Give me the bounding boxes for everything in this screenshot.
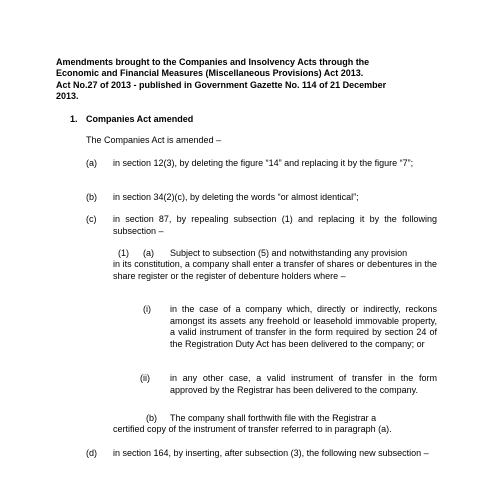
subsection-b-label: (b)	[146, 413, 157, 423]
item-d-label: (d)	[86, 448, 97, 458]
subsection-1-a-line1: Subject to subsection (5) and notwithstanding any provision	[170, 248, 408, 258]
header-line-1: Amendments brought to the Companies and Insolvency Acts through the	[56, 57, 370, 67]
item-b-label: (b)	[86, 192, 97, 202]
item-a-text: in section 12(3), by deleting the figure “14” and replacing it by the figure “7”;	[113, 158, 414, 168]
section-intro: The Companies Act is amended –	[86, 135, 222, 145]
sub-ii-label: (ii)	[140, 373, 150, 383]
item-d-text: in section 164, by inserting, after subsection (3), the following new subsection –	[113, 448, 429, 458]
sub-i-label: (i)	[143, 304, 151, 314]
header-line-2: Economic and Financial Measures (Miscellaneous Provisions) Act 2013.	[56, 68, 364, 78]
subsection-1-a-rest: in its constitution, a company shall enter a transfer of shares or debentures in the share register or the register of debenture holders where –	[113, 259, 437, 281]
subsection-1-a-label: (a)	[143, 248, 154, 258]
item-b-text: in section 34(2)(c), by deleting the words “or almost identical”;	[113, 192, 359, 202]
subsection-1-lead: (1)	[118, 248, 129, 258]
item-c-text: in section 87, by repealing subsection (1) and replacing it by the following subsection –	[113, 214, 437, 236]
header-line-4: 2013.	[56, 91, 79, 101]
subsection-b-line2: certified copy of the instrument of transfer referred to in paragraph (a).	[113, 424, 392, 434]
sub-i-text: in the case of a company which, directly or indirectly, reckons amongst its assets any freehold or leasehold immovable property, a valid instrument of transfer in the form required by section 24 of the Registration Duty Act has been delivered to the company; or	[170, 304, 437, 349]
header-line-3: Act No.27 of 2013 - published in Government Gazette No. 114 of 21 December	[56, 80, 387, 90]
item-c-label: (c)	[86, 214, 97, 224]
section-title: Companies Act amended	[86, 114, 194, 124]
subsection-b-line1: The company shall forthwith file with the Registrar a	[170, 413, 377, 423]
sub-ii-text: in any other case, a valid instrument of transfer in the form approved by the Registrar has been delivered to the company.	[170, 373, 437, 395]
section-number: 1.	[70, 114, 78, 124]
item-a-label: (a)	[86, 158, 97, 168]
